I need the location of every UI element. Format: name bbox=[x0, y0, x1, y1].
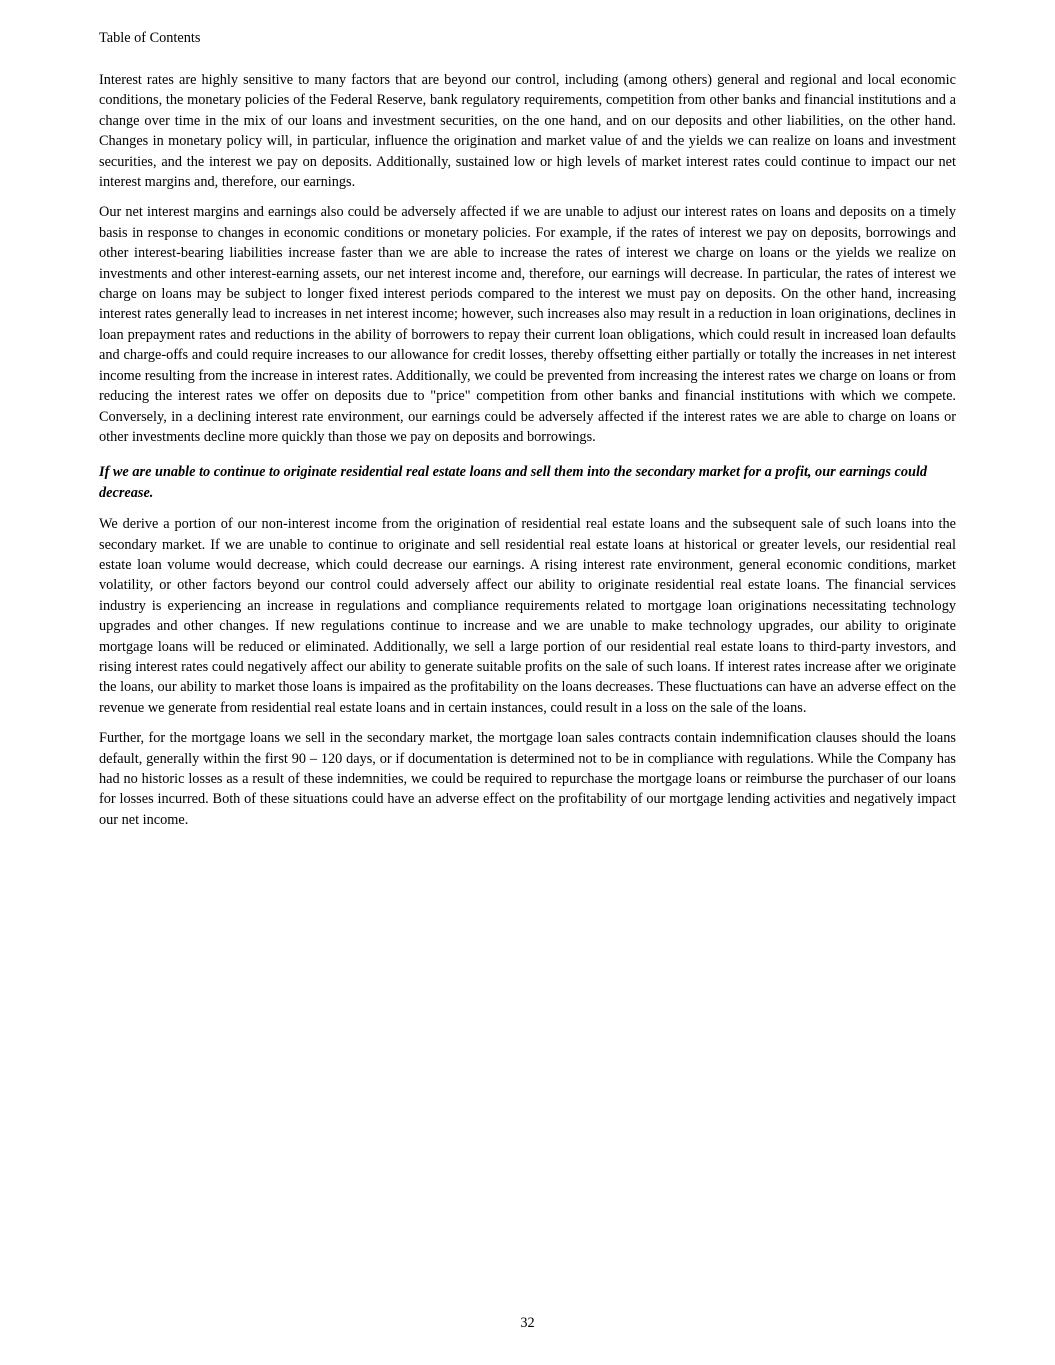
table-of-contents-link[interactable]: Table of Contents bbox=[99, 30, 201, 46]
paragraph-net-interest-margins: Our net interest margins and earnings also could be adversely affected if we are unable to adjust our interest rates on loans and deposits on a timely basis in response to changes in economic conditions or monetary policies. For example, if the rates of interest we pay on deposits, borrowings and other interest-bearing liabilities increase faster than we are able to increase the rates of interest we charge on loans or the yields we realize on investments and other interest-earning assets, our net interest income and, therefore, our earnings will decrease. In particular, the rates of interest we charge on loans may be subject to longer fixed interest periods compared to the interest we must pay on deposits. On the other hand, increasing interest rates generally lead to increases in net interest income; however, such increases also may result in a reduction in loan originations, declines in loan prepayment rates and reductions in the ability of borrowers to repay their current loan obligations, which could result in increased loan defaults and charge-offs and could require increases to our allowance for credit losses, thereby offsetting either partially or totally the increases in net interest income resulting from the increase in interest rates. Additionally, we could be prevented from increasing the interest rates we charge on loans or from reducing the interest rates we offer on deposits due to "price" competition from other banks and financial institutions with which we compete. Conversely, in a declining interest rate environment, our earnings could be adversely affected if the interest rates we are able to charge on loans or other investments decline more quickly than those we pay on deposits and borrowings. bbox=[99, 204, 956, 445]
paragraph-interest-rates-factors: Interest rates are highly sensitive to many factors that are beyond our control, including (among others) general and regional and local economic conditions, the monetary policies of the Federal Reserve, bank regulatory requirements, competition from other banks and financial institutions and a change over time in the mix of our loans and investment securities, on the one hand, and on our deposits and other liabilities, on the other hand. Changes in monetary policy will, in particular, influence the origination and market value of and the yields we can realize on loans and investment securities, and the interest we pay on deposits. Additionally, sustained low or high levels of market interest rates could continue to impact our net interest margins and, therefore, our earnings. bbox=[99, 72, 956, 191]
document-text-body bbox=[99, 70, 956, 840]
page-number: 32 bbox=[520, 1315, 535, 1331]
paragraph-mortgage-indemnification: Further, for the mortgage loans we sell in the secondary market, the mortgage loan sales contracts contain indemnification clauses should the loans default, generally within the first 90 – 120 days, or if documentation is determined not to be in compliance with regulations. While the Company has had no historic losses as a result of these indemnities, we could be required to repurchase the mortgage loans or reimburse the purchaser of our loans for losses incurred. Both of these situations could have an adverse effect on the profitability of our mortgage lending activities and negatively impact our net income. bbox=[99, 730, 956, 828]
paragraph-residential-loan-origination: We derive a portion of our non-interest income from the origination of residential real estate loans and the subsequent sale of such loans into the secondary market. If we are unable to continue to originate and sell residential real estate loans at historical or greater levels, our residential real estate loan volume would decrease, which could decrease our earnings. A rising interest rate environment, general economic conditions, market volatility, or other factors beyond our control could adversely affect our ability to originate residential real estate loans. The financial services industry is experiencing an increase in regulations and compliance requirements related to mortgage loan originations necessitating technology upgrades and other changes. If new regulations continue to increase and we are unable to make technology upgrades, our ability to originate mortgage loans will be reduced or eliminated. Additionally, we sell a large portion of our residential real estate loans to third-party investors, and rising interest rates could negatively affect our ability to generate suitable profits on the sale of such loans. If interest rates increase after we originate the loans, our ability to market those loans is impaired as the profitability on the loans decreases. These fluctuations can have an adverse effect on the revenue we generate from residential real estate loans and in certain instances, could result in a loss on the sale of the loans. bbox=[99, 516, 956, 716]
risk-factor-heading: If we are unable to continue to originate residential real estate loans and sell them into the secondary market for a profit, our earnings could decrease. bbox=[99, 464, 928, 501]
